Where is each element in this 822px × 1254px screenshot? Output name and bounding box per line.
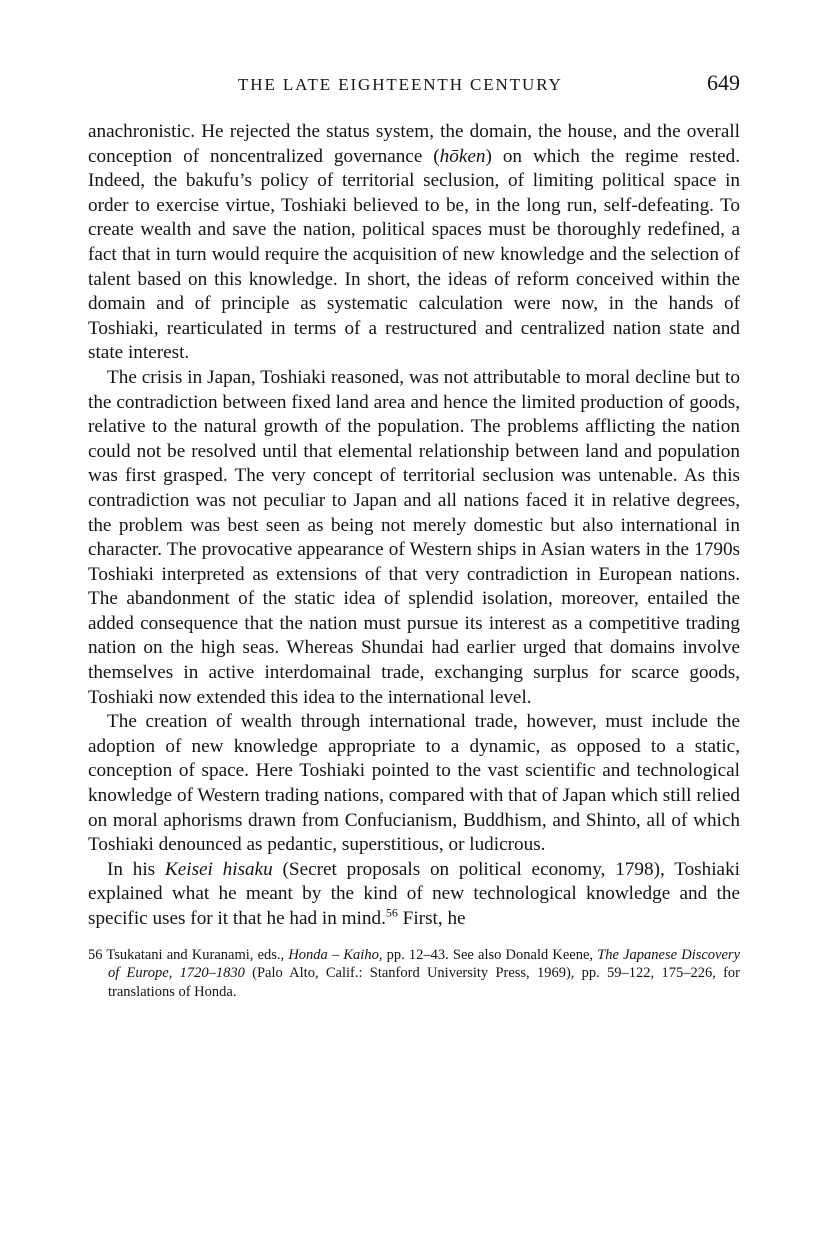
book-page <box>88 70 740 1001</box>
text-run: First, he <box>397 908 466 929</box>
text-run: ) on which the regime rested. Indeed, the bakufu’s policy of territorial seclusion, of limiting political space in order to exercise virtue, Toshiaki believed to be, in the long run, self-defeating. To create wealth and save the nation, political spaces must be thoroughly redefined, a fact that in turn would require the acquisition of new knowledge and the selection of talent based on this knowledge. In short, the ideas of reform conceived within the domain and of principle as systematic calculation were now, in the hands of Toshiaki, rearticulated in terms of a restructured and centralized nation state and state interest. <box>88 145 740 364</box>
text-run: The crisis in Japan, Toshiaki reasoned, was not attributable to moral decline but to the contradiction between fixed land area and hence the limited production of goods, relative to the natural growth of the population. The problems afflicting the nation could not be resolved until that elemental relationship between land and population was first grasped. The very concept of territorial seclusion was untenable. As this contradiction was not peculiar to Japan and all nations faced it in relative degrees, the problem was best seen as being not merely domestic but also international in character. The provocative appearance of Western ships in Asian waters in the 1790s Toshiaki interpreted as extensions of that very contradiction in European nations. The abandonment of the static idea of splendid isolation, moreover, entailed the added consequence that the nation must pursue its interest as a competitive trading nation on the high seas. Whereas Shundai had earlier urged that domains involve themselves in active interdomainal trade, exchanging surplus for scarce goods, Toshiaki now extended this idea to the international level. <box>88 366 740 708</box>
text-run: , pp. 12–43. See also Donald Keene, <box>378 946 598 963</box>
running-head-title: THE LATE EIGHTEENTH CENTURY <box>238 75 563 94</box>
running-head <box>88 70 740 104</box>
text-run: (Palo Alto, Calif.: Stanford University Press, 1969), pp. 59–122, 175–226, for translations of Honda. <box>108 965 740 1000</box>
body-paragraph <box>88 858 740 932</box>
footnotes <box>88 946 740 1002</box>
text-run: In his <box>107 858 165 880</box>
footnote <box>88 946 740 1002</box>
text-run: 56 Tsukatani and Kuranami, eds., <box>88 946 289 963</box>
page-number: 649 <box>707 70 740 95</box>
body-paragraph <box>88 710 740 858</box>
italic-text: hōken <box>439 145 486 167</box>
italic-text: The Japanese Discovery of Europe, 1720–1830 <box>108 946 741 982</box>
text-run: (Secret proposals on political economy, 1798), Toshiaki explained what he meant by the kind of new technological knowledge and the specific uses for it that he had in mind. <box>88 858 740 929</box>
body-paragraph <box>88 120 740 366</box>
footnote-reference: 56 <box>385 905 398 920</box>
italic-text: Honda – Kaiho <box>288 946 379 963</box>
body-paragraph <box>88 366 740 710</box>
body-text <box>88 120 740 932</box>
text-run: The creation of wealth through international trade, however, must include the adoption of new knowledge appropriate to a dynamic, as opposed to a static, conception of space. Here Toshiaki pointed to the vast scientific and technological knowledge of Western trading nations, compared with that of Japan which still relied on moral aphorisms drawn from Confucianism, Buddhism, and Shinto, all of which Toshiaki denounced as pedantic, superstitious, or ludicrous. <box>88 711 740 856</box>
text-run: anachronistic. He rejected the status system, the domain, the house, and the overall conception of noncentralized governance ( <box>88 121 740 167</box>
italic-text: Keisei hisaku <box>164 858 273 880</box>
